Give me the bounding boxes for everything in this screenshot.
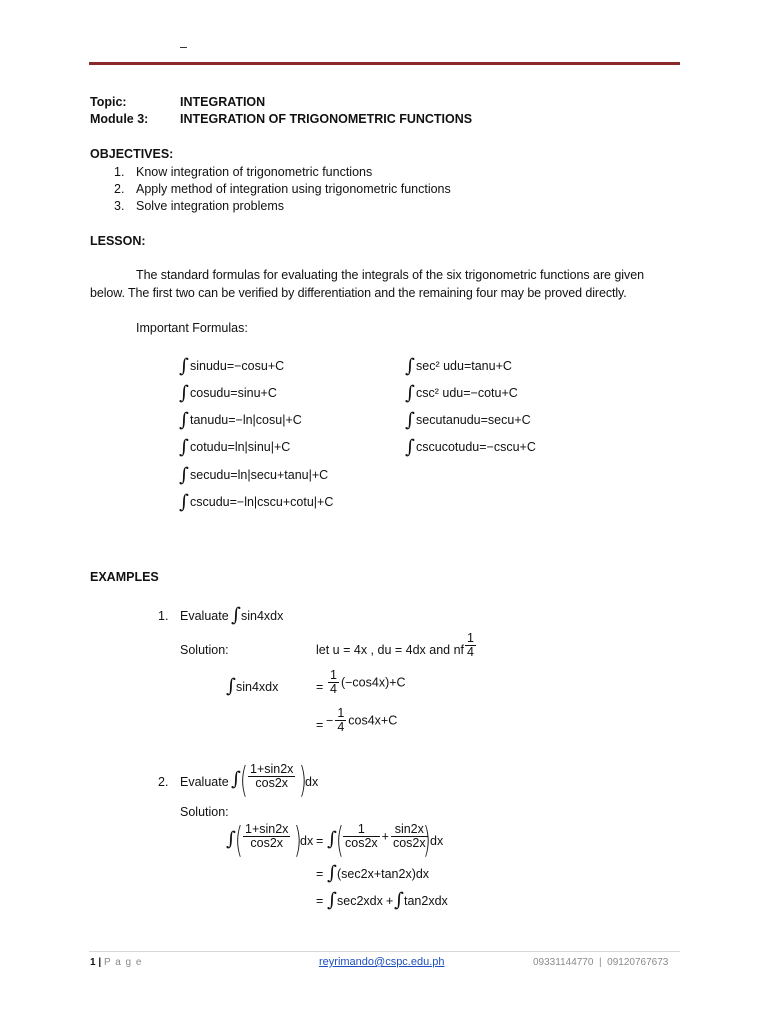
integral-sign: ∫ bbox=[327, 828, 337, 850]
fraction-denominator: cos2x bbox=[248, 776, 295, 790]
formula-right: sec² udu=tanu+C bbox=[416, 359, 512, 373]
left-paren: ( bbox=[240, 760, 248, 801]
objective-number: 3. bbox=[114, 199, 125, 213]
fraction-numerator: 1 bbox=[357, 822, 365, 836]
footer-rule bbox=[89, 951, 680, 952]
integral-sign: ∫ bbox=[179, 355, 189, 377]
formula-left: tanudu=−ln|cosu|+C bbox=[190, 413, 302, 427]
objective-item: Apply method of integration using trigonometric functions bbox=[136, 182, 451, 196]
fraction-denominator: cos2x bbox=[243, 836, 290, 850]
step-rest: cos4x+C bbox=[348, 713, 398, 728]
objective-item: Solve integration problems bbox=[136, 199, 284, 213]
formulas-label: Important Formulas: bbox=[136, 321, 248, 335]
equals-sign: = bbox=[316, 718, 324, 732]
fraction-denominator: cos2x bbox=[345, 836, 378, 850]
integral-sign: ∫ bbox=[179, 491, 189, 513]
equals-sign: = bbox=[316, 680, 324, 694]
objective-number: 2. bbox=[114, 182, 125, 196]
header-rule bbox=[89, 62, 680, 65]
integral-sign: ∫ bbox=[179, 436, 189, 458]
solution-row: (sec2x+tan2x)dx bbox=[337, 867, 430, 881]
example-lhs: sin4xdx bbox=[236, 680, 279, 694]
solution-label: Solution: bbox=[180, 643, 229, 657]
integral-sign: ∫ bbox=[231, 604, 241, 626]
integral-sign: ∫ bbox=[405, 382, 415, 404]
right-paren: ) bbox=[294, 820, 302, 861]
evaluate-label: Evaluate bbox=[180, 609, 229, 623]
integral-sign: ∫ bbox=[226, 675, 236, 697]
header-mark: – bbox=[180, 40, 187, 54]
integral-sign: ∫ bbox=[405, 355, 415, 377]
formula-left: secudu=ln|secu+tanu|+C bbox=[190, 468, 329, 482]
fraction-numerator: 1 bbox=[467, 631, 474, 645]
formula-left: cosudu=sinu+C bbox=[190, 386, 277, 400]
fraction-denominator: 4 bbox=[467, 645, 474, 659]
formula-right: csc² udu=−cotu+C bbox=[416, 386, 518, 400]
footer-page bbox=[90, 957, 142, 968]
solution-label: Solution: bbox=[180, 805, 229, 819]
example-integrand: sin4xdx bbox=[241, 609, 284, 623]
topic-value: INTEGRATION bbox=[180, 95, 266, 109]
page-word: P a g e bbox=[103, 957, 143, 968]
solution-step-1 bbox=[326, 669, 406, 696]
solution-step-2 bbox=[326, 707, 397, 734]
footer-phones: 09331144770 | 09120767673 bbox=[533, 957, 669, 968]
solution-term: sec2xdx bbox=[337, 894, 383, 908]
footer-email-link[interactable]: reyrimando@cspc.edu.ph bbox=[319, 956, 445, 968]
integral-sign: ∫ bbox=[405, 409, 415, 431]
integral-sign: ∫ bbox=[226, 828, 236, 850]
plus-sign: + bbox=[381, 829, 389, 844]
formula-left: cotudu=ln|sinu|+C bbox=[190, 440, 291, 454]
fraction-numerator: sin2x bbox=[394, 822, 424, 836]
fraction-denominator: cos2x bbox=[392, 836, 426, 850]
examples-heading: EXAMPLES bbox=[90, 570, 159, 584]
integral-sign: ∫ bbox=[327, 862, 337, 884]
substitution-text: let u = 4x , du = 4dx and nf bbox=[316, 643, 465, 657]
integral-sign: ∫ bbox=[179, 382, 189, 404]
dx-label: dx bbox=[300, 834, 314, 848]
formula-right: cscucotudu=−cscu+C bbox=[416, 440, 536, 454]
lesson-heading: LESSON: bbox=[90, 234, 146, 248]
example-number: 2. bbox=[158, 775, 169, 789]
integral-sign: ∫ bbox=[179, 409, 189, 431]
right-paren: ) bbox=[423, 820, 431, 861]
example-fraction bbox=[246, 763, 297, 790]
left-paren: ( bbox=[336, 820, 344, 861]
right-paren: ) bbox=[299, 760, 307, 801]
fraction-denominator: 4 bbox=[330, 682, 337, 696]
example-number: 1. bbox=[158, 609, 169, 623]
dx-label: dx bbox=[305, 775, 319, 789]
evaluate-label: Evaluate bbox=[180, 775, 229, 789]
fraction-denominator: 4 bbox=[337, 720, 345, 734]
module-value: INTEGRATION OF TRIGONOMETRIC FUNCTIONS bbox=[180, 112, 473, 126]
substitution-fraction bbox=[463, 632, 478, 659]
integral-sign: ∫ bbox=[405, 436, 415, 458]
equals-sign: = bbox=[316, 894, 324, 908]
page-separator: | bbox=[98, 957, 102, 968]
equals-sign: = bbox=[316, 834, 324, 848]
objective-number: 1. bbox=[114, 165, 125, 179]
lesson-paragraph-line: below. The first two can be verified by differentiation and the remaining four may be proved directly. bbox=[90, 286, 627, 300]
equals-sign: = bbox=[316, 867, 324, 881]
formula-right: secutanudu=secu+C bbox=[416, 413, 531, 427]
integral-sign: ∫ bbox=[327, 889, 337, 911]
plus-sign: + bbox=[386, 894, 394, 908]
lesson-paragraph-line: The standard formulas for evaluating the integrals of the six trigonometric functions are given bbox=[136, 268, 645, 282]
formula-left: sinudu=−cosu+C bbox=[190, 359, 285, 373]
topic-label: Topic: bbox=[90, 95, 127, 109]
fraction-numerator: 1 bbox=[330, 668, 337, 682]
rhs-fractions bbox=[341, 823, 430, 850]
objectives-heading: OBJECTIVES: bbox=[90, 147, 174, 161]
fraction-numerator: 1 bbox=[337, 706, 345, 720]
left-paren: ( bbox=[235, 820, 243, 861]
module-label: Module 3: bbox=[90, 112, 149, 126]
dx-label: dx bbox=[430, 834, 444, 848]
step-rest: (−cos4x)+C bbox=[340, 675, 406, 690]
integral-sign: ∫ bbox=[231, 768, 241, 790]
fraction-numerator: 1+sin2x bbox=[250, 762, 294, 776]
page-number: 1 bbox=[90, 957, 96, 968]
solution-term: tan2xdx bbox=[404, 894, 448, 908]
lhs-fraction bbox=[241, 823, 292, 850]
integral-sign: ∫ bbox=[394, 889, 404, 911]
integral-sign: ∫ bbox=[179, 464, 189, 486]
minus-sign: − bbox=[326, 713, 334, 728]
fraction-numerator: 1+sin2x bbox=[245, 822, 289, 836]
objective-item: Know integration of trigonometric functions bbox=[136, 165, 373, 179]
formula-left: cscudu=−ln|cscu+cotu|+C bbox=[190, 495, 334, 509]
